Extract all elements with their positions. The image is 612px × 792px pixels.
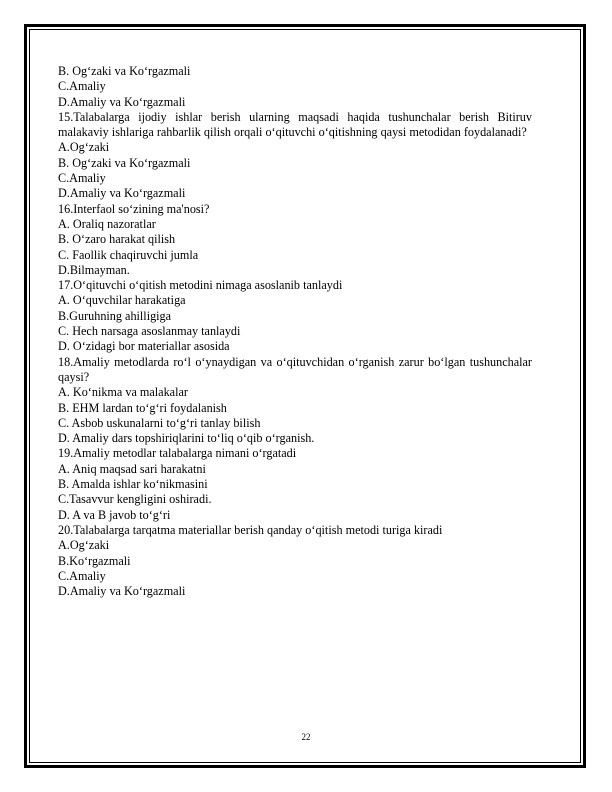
text-line: D.Bilmayman. — [58, 262, 130, 277]
text-line: B. Ogʻzaki va Koʻrgazmali — [58, 64, 191, 78]
text-line: B. Amalda ishlar koʻnikmasini — [58, 477, 208, 492]
text-line: B.Koʻrgazmali — [58, 553, 131, 568]
page-number: 22 — [301, 732, 311, 742]
text-line: A. Oraliq nazoratlar — [58, 216, 156, 231]
text-line: B. Oʻzaro harakat qilish — [58, 232, 176, 247]
text-line: D.Amaliy va Koʻrgazmali — [58, 94, 186, 109]
text-line: D.Amaliy va Koʻrgazmali — [58, 186, 186, 201]
text-line: C. Faollik chaqiruvchi jumla — [58, 247, 199, 262]
text-line: A. Oʻquvchilar harakatiga — [58, 293, 186, 308]
text-line: A.Ogʻzaki — [58, 140, 110, 155]
text-line: A. Koʻnikma va malakalar — [58, 385, 188, 400]
text-line: B. EHM lardan toʻgʻri foydalanish — [58, 400, 227, 415]
text-line: D.Amaliy va Koʻrgazmali — [58, 584, 186, 599]
text-line: 16.Interfaol soʻzining ma'nosi? — [58, 201, 210, 216]
text-line: 17.Oʻqituvchi oʻqitish metodini nimaga asoslanib tanlaydi — [58, 278, 343, 293]
text-line: C.Amaliy — [58, 171, 106, 186]
text-line: C.Amaliy — [58, 79, 106, 94]
text-line: 20.Talabalarga tarqatma materiallar berish qanday oʻqitish metodi turiga kiradi — [58, 522, 443, 537]
text-line: C.Amaliy — [58, 568, 106, 583]
text-line: D. A va B javob toʻgʻri — [58, 507, 171, 522]
text-line: B.Guruhning ahilligiga — [58, 308, 172, 323]
text-line: A.Ogʻzaki — [58, 538, 110, 553]
text-line: B. Ogʻzaki va Koʻrgazmali — [58, 155, 191, 170]
text-line: D. Oʻzidagi bor materiallar asosida — [58, 339, 230, 354]
text-line: A. Aniq maqsad sari harakatni — [58, 461, 206, 476]
text-line: D. Amaliy dars topshiriqlarini toʻliq oʻqib oʻrganish. — [58, 431, 315, 446]
text-line: C. Hech narsaga asoslanmay tanlaydi — [58, 324, 241, 339]
question-paragraph: 15.Talabalarga ijodiy ishlar berish ularning maqsadi haqida tushunchalar berish Bitiruv malakaviy ishlariga rahbarlik qilish orqali oʻqituvchi oʻqitishning qaysi metodidan foydalanadi? — [58, 109, 532, 140]
text-line: 19.Amaliy metodlar talabalarga nimani oʻrgatadi — [58, 446, 297, 461]
document-body — [58, 64, 532, 599]
text-line: C.Tasavvur kengligini oshiradi. — [58, 492, 212, 507]
text-line: C. Asbob uskunalarni toʻgʻri tanlay bilish — [58, 415, 261, 430]
question-paragraph: 18.Amaliy metodlarda roʻl oʻynaydigan va oʻqituvchidan oʻrganish zarur boʻlgan tushunchalar qaysi? — [58, 354, 532, 384]
